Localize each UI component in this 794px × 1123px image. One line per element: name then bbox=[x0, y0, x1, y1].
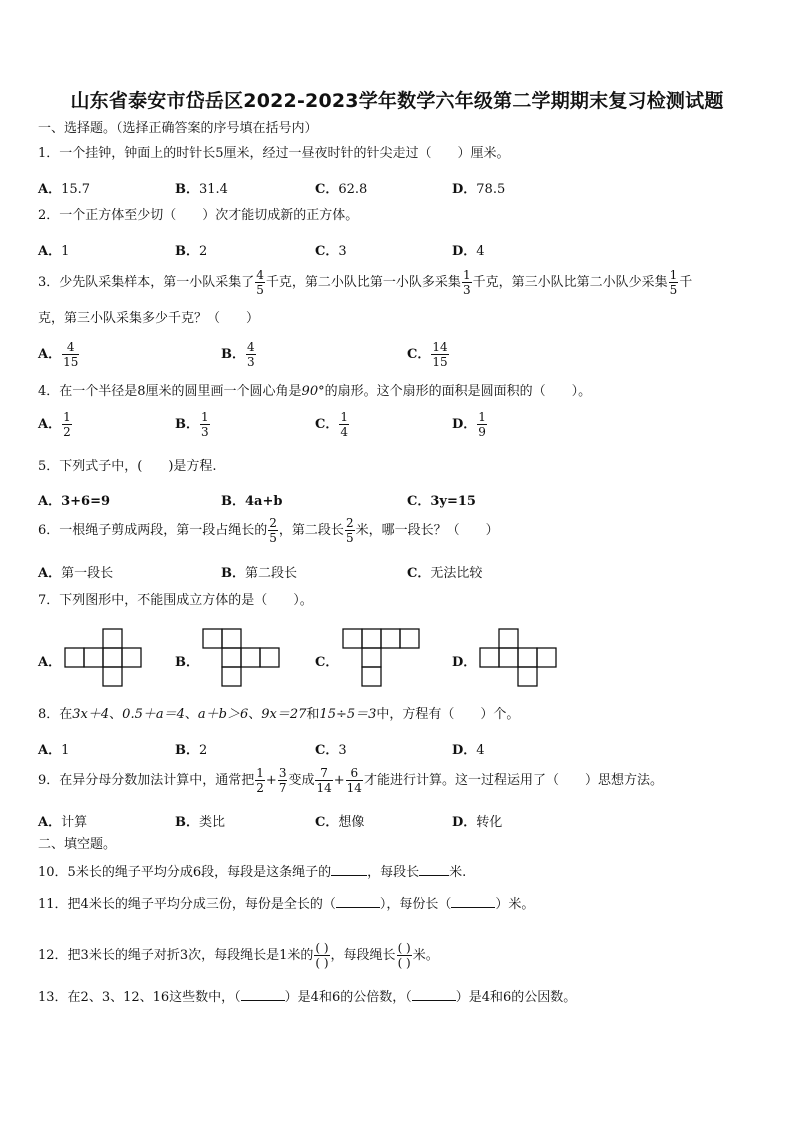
text-segment: 的扇形。这个扇形的面积是圆面积的（ ）。 bbox=[324, 384, 592, 399]
text-segment: 10．5米长的绳子平均分成6段，每段是这条绳子的 bbox=[38, 865, 332, 880]
answer-blank[interactable] bbox=[412, 988, 456, 1001]
text-segment: 千克，第三小队比第二小队少采集 bbox=[472, 275, 668, 290]
answer-blank[interactable] bbox=[419, 863, 449, 876]
answer-blank[interactable] bbox=[451, 895, 495, 908]
fraction bbox=[255, 268, 265, 297]
option-value: 3+6=9 bbox=[61, 494, 111, 509]
numerator: 1 bbox=[462, 268, 471, 282]
option-b[interactable] bbox=[175, 178, 228, 197]
option-label: A． bbox=[38, 743, 62, 758]
question-13 bbox=[38, 988, 576, 1006]
option-value: 3y=15 bbox=[430, 494, 476, 509]
option-label: B． bbox=[175, 244, 199, 259]
option-a[interactable] bbox=[38, 240, 69, 259]
fraction bbox=[62, 410, 72, 439]
text-segment: 米. bbox=[449, 865, 467, 880]
question-11 bbox=[38, 895, 534, 913]
text-segment: 8．在 bbox=[38, 707, 73, 722]
denominator: 9 bbox=[478, 425, 486, 439]
option-a[interactable] bbox=[38, 739, 69, 758]
option-value: 计算 bbox=[61, 815, 88, 830]
denominator: 3 bbox=[462, 283, 471, 297]
text-segment: 12．把3米长的绳子对折3次，每段绳长是1米的 bbox=[38, 948, 314, 963]
denominator-blank: ( ) bbox=[315, 956, 329, 970]
fraction bbox=[339, 410, 349, 439]
expression: 0.5＋a＝4 bbox=[122, 707, 185, 722]
option-label: A． bbox=[38, 566, 62, 581]
option-label: C． bbox=[315, 743, 339, 758]
option-d[interactable] bbox=[452, 811, 502, 830]
cube-net-d[interactable] bbox=[479, 628, 559, 688]
fraction bbox=[255, 766, 265, 795]
option-value: 无法比较 bbox=[430, 566, 483, 581]
answer-blank[interactable] bbox=[331, 863, 367, 876]
text-segment: ）是4和6的公倍数，（ bbox=[284, 990, 412, 1005]
option-label: C． bbox=[407, 566, 431, 581]
denominator: 4 bbox=[340, 425, 348, 439]
section-heading-fill: 二、填空题。 bbox=[38, 837, 117, 852]
numerator: 4 bbox=[66, 340, 75, 354]
option-value: 第二段长 bbox=[245, 566, 298, 581]
option-a[interactable] bbox=[38, 562, 113, 581]
fraction bbox=[268, 516, 278, 545]
option-label: C． bbox=[315, 417, 339, 432]
question-3-line2: 克，第三小队采集多少千克？（ ） bbox=[38, 311, 260, 326]
fraction-blank[interactable] bbox=[314, 941, 329, 970]
fraction bbox=[315, 766, 332, 795]
denominator: 3 bbox=[247, 355, 255, 369]
text-segment: 6．一根绳子剪成两段，第一段占绳长的 bbox=[38, 523, 268, 538]
text-segment: 变成 bbox=[288, 773, 315, 788]
denominator: 14 bbox=[316, 781, 332, 795]
numerator: 1 bbox=[669, 268, 678, 282]
option-label: C． bbox=[407, 494, 431, 509]
answer-blank[interactable] bbox=[336, 895, 380, 908]
text-segment: 3．少先队采集样本，第一小队采集了 bbox=[38, 275, 255, 290]
text-segment: ，第二段长 bbox=[278, 523, 344, 538]
option-label: C． bbox=[315, 244, 339, 259]
question-9 bbox=[38, 766, 663, 795]
option-a[interactable] bbox=[38, 811, 87, 830]
question-10 bbox=[38, 863, 466, 881]
option-value: 第一段长 bbox=[61, 566, 114, 581]
option-d-label[interactable]: D． bbox=[452, 655, 477, 670]
question-7: 7．下列图形中，不能围成立方体的是（ ）。 bbox=[38, 593, 313, 608]
option-value: 4 bbox=[476, 244, 485, 259]
option-label: B． bbox=[175, 182, 199, 197]
option-label: D． bbox=[452, 417, 477, 432]
numerator: 1 bbox=[478, 410, 486, 424]
option-label: D． bbox=[452, 743, 477, 758]
denominator: 5 bbox=[269, 531, 277, 545]
numerator: 1 bbox=[256, 766, 264, 780]
expression: 9x＝27 bbox=[261, 707, 307, 722]
fraction bbox=[477, 410, 487, 439]
text-segment: 才能进行计算。这一过程运用了（ ）思想方法。 bbox=[363, 773, 663, 788]
cube-net-c[interactable] bbox=[342, 628, 422, 688]
denominator: 14 bbox=[346, 781, 362, 795]
option-label: B． bbox=[221, 347, 245, 362]
text-segment: 11．把4米长的绳子平均分成三份，每份是全长的（ bbox=[38, 897, 336, 912]
question-8 bbox=[38, 707, 519, 723]
section-heading-choice: 一、选择题。（选择正确答案的序号填在括号内） bbox=[38, 121, 318, 136]
option-label: B． bbox=[221, 494, 245, 509]
option-value: 3 bbox=[338, 244, 347, 259]
text-segment: 千克，第二小队比第一小队多采集 bbox=[265, 275, 461, 290]
option-d[interactable] bbox=[452, 739, 485, 758]
answer-blank[interactable] bbox=[241, 988, 285, 1001]
option-b[interactable] bbox=[175, 240, 207, 259]
question-3 bbox=[38, 268, 692, 297]
option-b[interactable] bbox=[221, 340, 257, 369]
option-a[interactable] bbox=[38, 178, 90, 197]
fraction bbox=[62, 340, 79, 369]
fraction bbox=[278, 766, 288, 795]
numerator: 14 bbox=[432, 340, 448, 354]
denominator: 5 bbox=[256, 283, 264, 297]
numerator: 1 bbox=[201, 410, 209, 424]
option-a[interactable] bbox=[38, 410, 73, 439]
expression: a＋b＞6 bbox=[197, 707, 249, 722]
separator: 、 bbox=[248, 707, 262, 722]
option-label: A． bbox=[38, 494, 62, 509]
numerator: 2 bbox=[345, 516, 354, 530]
option-value: 3 bbox=[338, 743, 347, 758]
option-value: 类比 bbox=[199, 815, 226, 830]
text-segment: ，每段长 bbox=[367, 865, 420, 880]
option-value: 31.4 bbox=[199, 182, 228, 197]
expression: 15÷5＝3 bbox=[319, 707, 377, 722]
option-b[interactable] bbox=[175, 811, 225, 830]
text-segment: 13．在2、3、12、16这些数中，（ bbox=[38, 990, 241, 1005]
fraction bbox=[462, 268, 472, 297]
text-segment: 4．在一个半径是8厘米的圆里画一个圆心角是 bbox=[38, 384, 302, 399]
option-label: A． bbox=[38, 244, 62, 259]
numerator: 4 bbox=[256, 268, 264, 282]
fraction bbox=[431, 340, 448, 369]
option-b[interactable] bbox=[221, 490, 282, 509]
option-label: B． bbox=[175, 743, 199, 758]
option-label: A． bbox=[38, 182, 62, 197]
option-a[interactable] bbox=[38, 340, 80, 369]
question-2: 2．一个正方体至少切（ ）次才能切成新的正方体。 bbox=[38, 208, 359, 223]
numerator: 7 bbox=[320, 766, 328, 780]
question-1: 1．一个挂钟，钟面上的时针长5厘米，经过一昼夜时针的针尖走过（ ）厘米。 bbox=[38, 146, 510, 161]
option-value: 转化 bbox=[476, 815, 503, 830]
angle-value: 90° bbox=[301, 384, 325, 399]
option-c[interactable] bbox=[315, 739, 347, 758]
option-label: C． bbox=[315, 815, 339, 830]
option-b-label[interactable]: B． bbox=[175, 655, 199, 670]
option-c[interactable] bbox=[407, 340, 450, 369]
option-label: D． bbox=[452, 815, 477, 830]
numerator-blank: ( ) bbox=[315, 941, 329, 955]
fraction bbox=[345, 516, 355, 545]
numerator: 2 bbox=[269, 516, 277, 530]
denominator: 5 bbox=[345, 531, 354, 545]
option-a[interactable] bbox=[38, 490, 110, 509]
option-c[interactable] bbox=[315, 178, 367, 197]
text-segment: 9．在异分母分数加法计算中，通常把 bbox=[38, 773, 255, 788]
option-c[interactable] bbox=[315, 811, 364, 830]
option-c[interactable] bbox=[407, 562, 482, 581]
option-b[interactable] bbox=[175, 410, 211, 439]
option-label: C． bbox=[407, 347, 431, 362]
text-segment: 中，方程有（ ）个。 bbox=[376, 707, 520, 722]
option-value: 1 bbox=[61, 743, 70, 758]
option-label: A． bbox=[38, 417, 62, 432]
denominator: 7 bbox=[278, 781, 287, 795]
plus-sign: + bbox=[265, 773, 277, 788]
fraction bbox=[669, 268, 679, 297]
option-value: 62.8 bbox=[338, 182, 368, 197]
option-value: 想像 bbox=[338, 815, 365, 830]
text-segment: 千 bbox=[679, 275, 693, 290]
option-value: 4 bbox=[476, 743, 485, 758]
option-d[interactable] bbox=[452, 410, 488, 439]
option-label: A． bbox=[38, 815, 62, 830]
option-value: 15.7 bbox=[61, 182, 91, 197]
fraction bbox=[200, 410, 210, 439]
option-d[interactable] bbox=[452, 240, 485, 259]
option-c-label[interactable]: C． bbox=[315, 655, 339, 670]
text-segment: 米。 bbox=[412, 948, 439, 963]
separator: 、 bbox=[184, 707, 198, 722]
text-segment: ）米。 bbox=[495, 897, 535, 912]
question-4 bbox=[38, 384, 591, 400]
question-6 bbox=[38, 516, 499, 545]
text-segment: 和 bbox=[306, 707, 320, 722]
numerator: 6 bbox=[350, 766, 359, 780]
option-label: D． bbox=[452, 244, 477, 259]
option-label: B． bbox=[221, 566, 245, 581]
denominator: 3 bbox=[201, 425, 209, 439]
page-title: 山东省泰安市岱岳区2022-2023学年数学六年级第二学期期末复习检测试题 bbox=[70, 90, 724, 112]
fraction-blank[interactable] bbox=[397, 941, 412, 970]
option-c[interactable] bbox=[315, 240, 347, 259]
option-b[interactable] bbox=[175, 739, 207, 758]
text-segment: 米，哪一段长？（ ） bbox=[355, 523, 499, 538]
cube-net-a[interactable] bbox=[64, 628, 144, 688]
numerator: 4 bbox=[247, 340, 255, 354]
separator: 、 bbox=[109, 707, 123, 722]
numerator-blank: ( ) bbox=[397, 941, 411, 955]
option-label: B． bbox=[175, 815, 199, 830]
denominator-blank: ( ) bbox=[397, 956, 411, 970]
option-c[interactable] bbox=[407, 490, 476, 509]
question-5: 5．下列式子中，( )是方程. bbox=[38, 459, 217, 474]
denominator: 15 bbox=[63, 355, 79, 369]
numerator: 3 bbox=[278, 766, 287, 780]
option-value: 2 bbox=[199, 244, 208, 259]
option-c[interactable] bbox=[315, 410, 350, 439]
option-label: A． bbox=[38, 347, 62, 362]
cube-net-b[interactable] bbox=[202, 628, 282, 688]
denominator: 15 bbox=[432, 355, 448, 369]
option-value: 78.5 bbox=[476, 182, 506, 197]
plus-sign: + bbox=[333, 773, 345, 788]
option-b[interactable] bbox=[221, 562, 297, 581]
text-segment: ，每段绳长 bbox=[330, 948, 396, 963]
option-value: 4a+b bbox=[245, 494, 283, 509]
text-segment: ），每份长（ bbox=[379, 897, 452, 912]
option-value: 2 bbox=[199, 743, 208, 758]
fraction bbox=[346, 766, 363, 795]
option-label: B． bbox=[175, 417, 199, 432]
fraction bbox=[246, 340, 256, 369]
text-segment: ）是4和6的公因数。 bbox=[455, 990, 577, 1005]
option-label: C． bbox=[315, 182, 339, 197]
option-value: 1 bbox=[61, 244, 70, 259]
expression: 3x＋4 bbox=[72, 707, 110, 722]
numerator: 1 bbox=[63, 410, 71, 424]
option-label: D． bbox=[452, 182, 477, 197]
denominator: 5 bbox=[669, 283, 678, 297]
question-12 bbox=[38, 941, 439, 970]
denominator: 2 bbox=[256, 781, 264, 795]
numerator: 1 bbox=[340, 410, 348, 424]
denominator: 2 bbox=[63, 425, 71, 439]
option-a-label[interactable]: A． bbox=[38, 655, 62, 670]
option-d[interactable] bbox=[452, 178, 505, 197]
